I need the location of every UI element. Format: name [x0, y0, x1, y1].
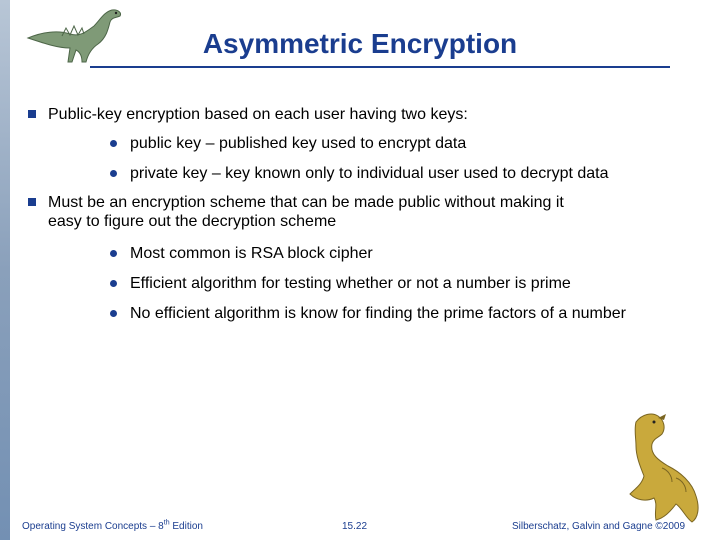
slide-title: Asymmetric Encryption	[202, 28, 518, 59]
title-divider	[90, 66, 670, 68]
dinosaur-illustration-icon	[606, 408, 710, 526]
footer-book-title: Operating System Concepts – 8th Edition	[22, 519, 203, 532]
round-bullet-icon	[110, 140, 117, 147]
bullet-text: Public-key encryption based on each user having two keys:	[48, 106, 468, 123]
sub-bullet-text: public key – published key used to encrypt data	[130, 135, 467, 152]
footer-page-number: 15.22	[342, 521, 368, 532]
bullet-text-line1: Must be an encryption scheme that can be made public without making it	[48, 194, 564, 211]
sub-bullet-text: private key – key known only to individual user used to decrypt data	[130, 165, 609, 182]
sub-bullet-text: Efficient algorithm for testing whether or not a number is prime	[130, 275, 571, 292]
left-accent-bar	[0, 0, 10, 540]
square-bullet-icon	[28, 198, 36, 206]
round-bullet-icon	[110, 310, 117, 317]
sub-bullet-text: No efficient algorithm is know for finding the prime factors of a number	[130, 305, 626, 322]
round-bullet-icon	[110, 250, 117, 257]
round-bullet-icon	[110, 280, 117, 287]
sub-bullet-text: Most common is RSA block cipher	[130, 245, 373, 262]
round-bullet-icon	[110, 170, 117, 177]
footer-authors: Silberschatz, Galvin and Gagne ©2009	[512, 521, 686, 532]
square-bullet-icon	[28, 110, 36, 118]
bullet-text-line2: easy to figure out the decryption scheme	[48, 213, 337, 230]
